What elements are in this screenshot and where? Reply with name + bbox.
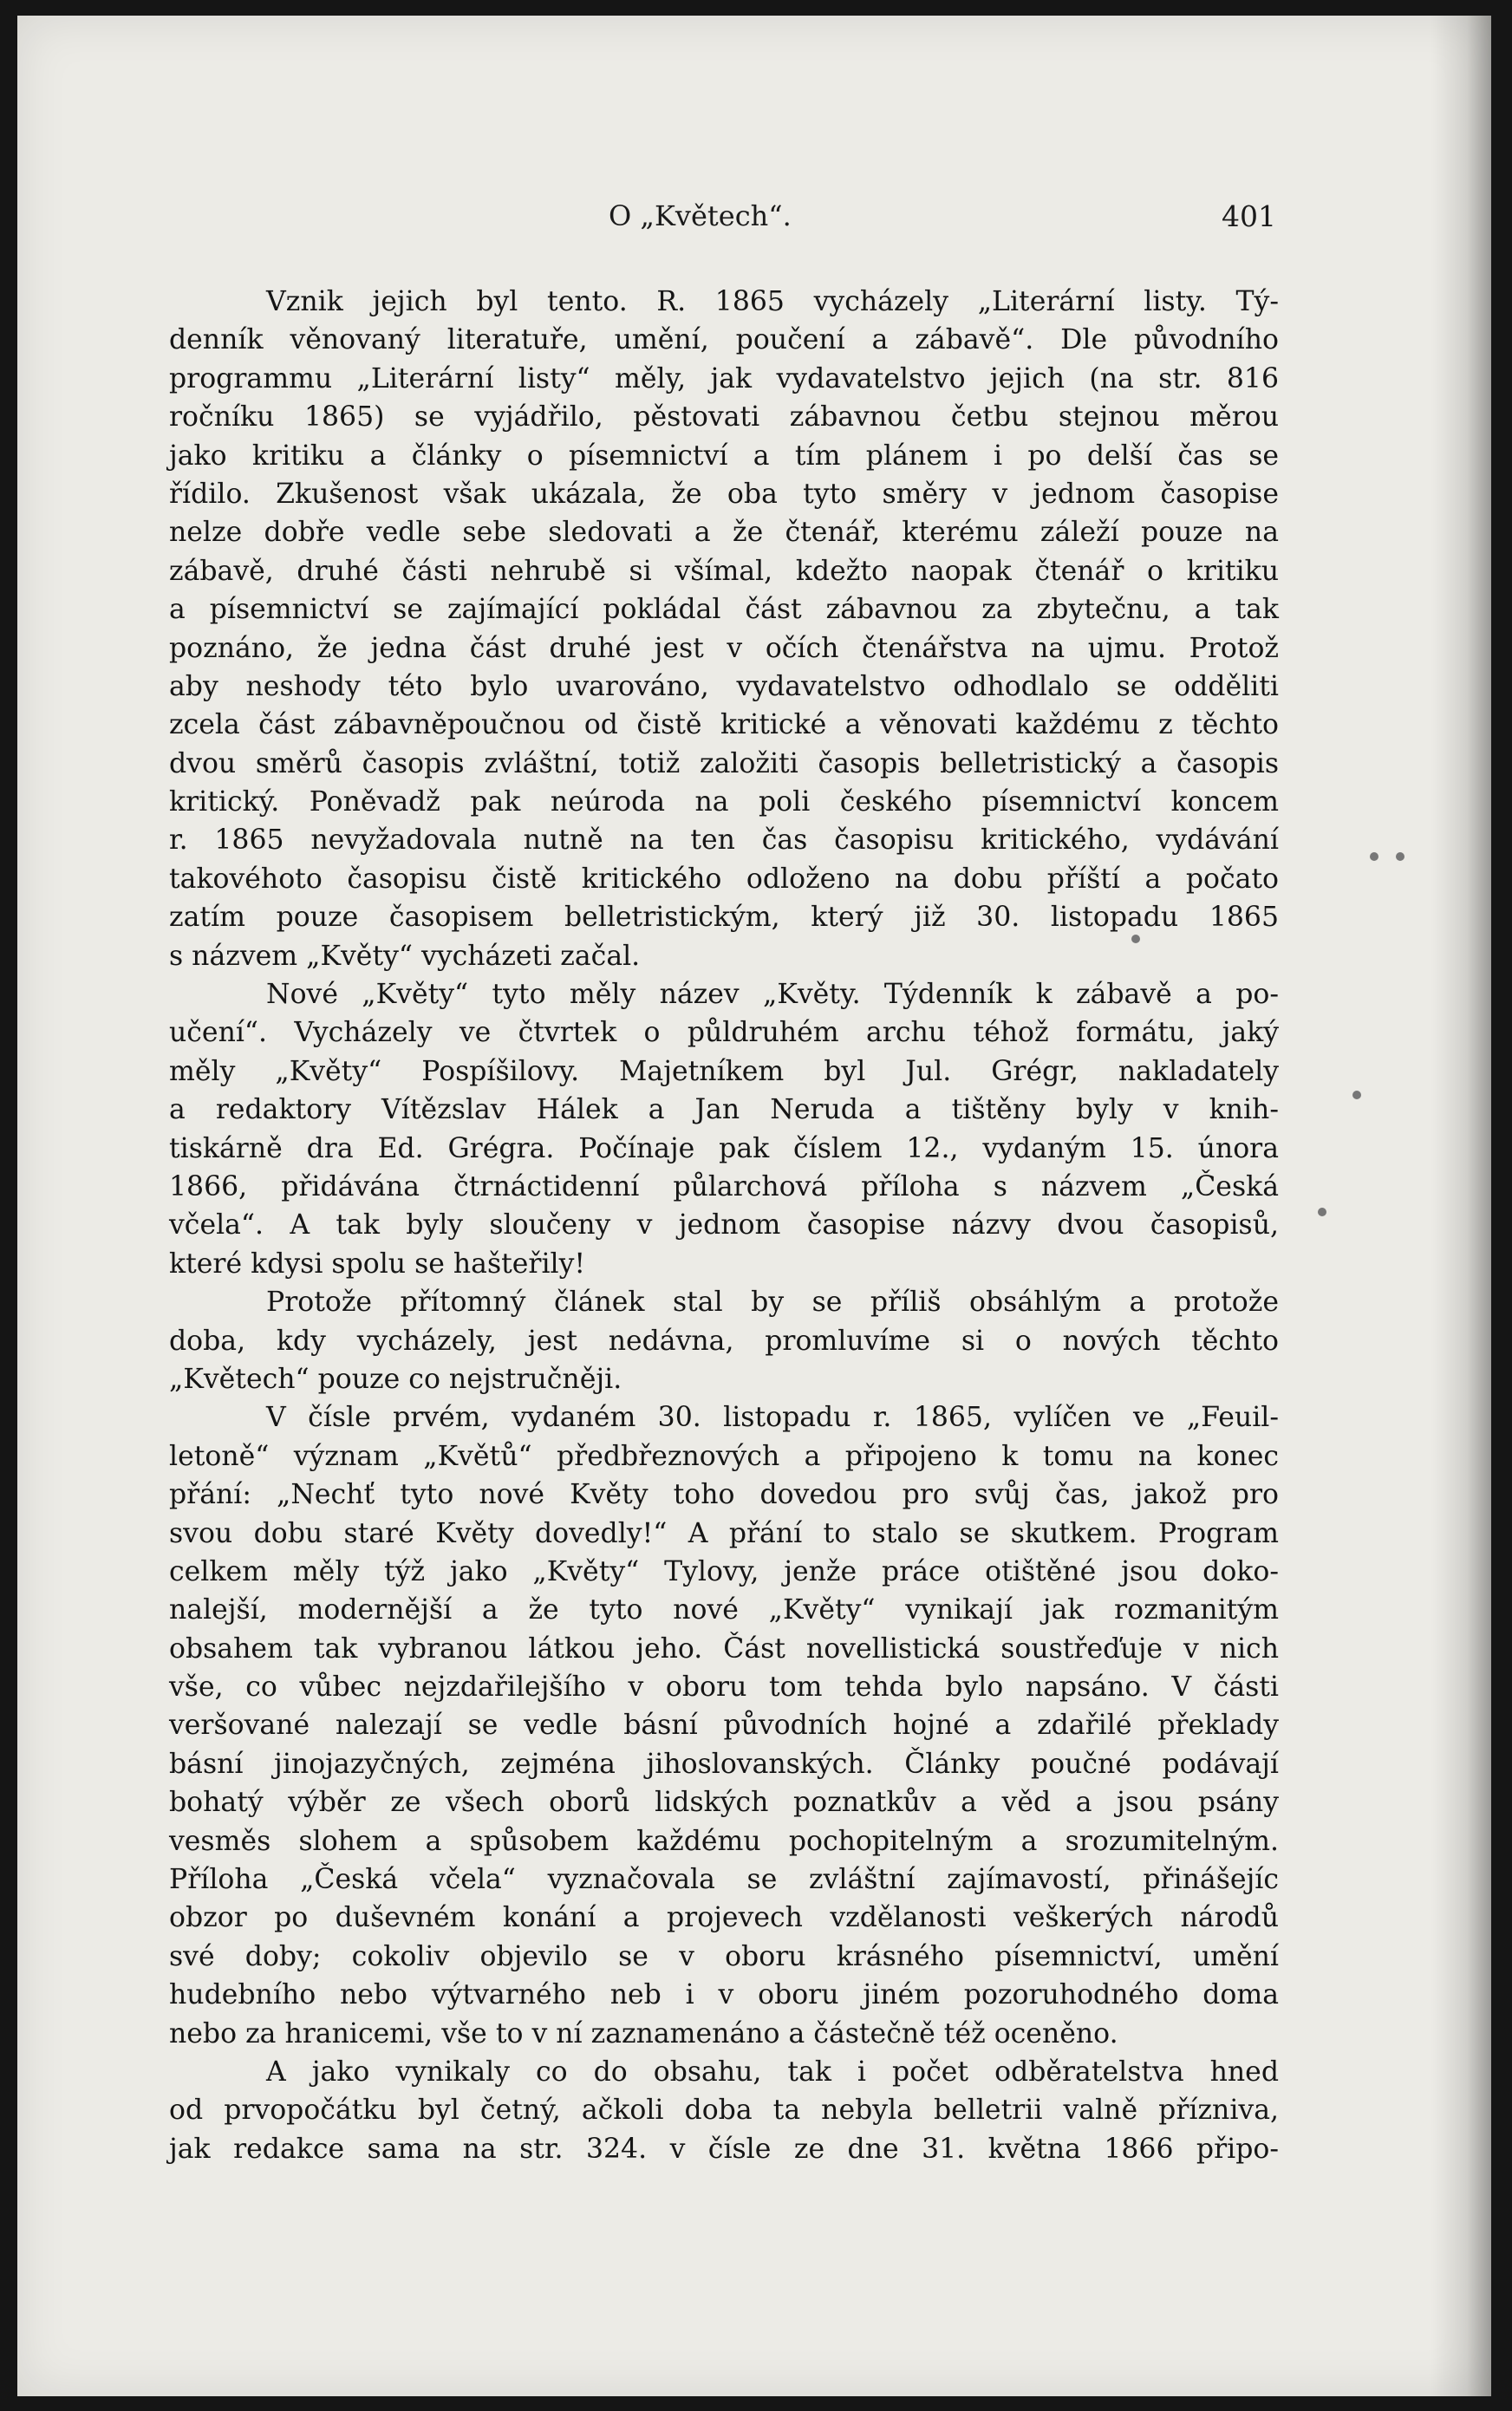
- text-line: nelze dobře vedle sebe sledovati a že čtenář, kterému záleží pouze na: [169, 517, 1279, 549]
- text-line: obsahem tak vybranou látkou jeho. Část novellistická soustřeďuje v nich: [169, 1632, 1279, 1665]
- text-line: hudebního nebo výtvarného neb i v oboru jiném pozoruhodného doma: [169, 1979, 1279, 2011]
- body-text: [169, 283, 1279, 2168]
- book-page: [17, 16, 1491, 2396]
- text-line: zábavě, druhé části nehrubě si všímal, kdežto naopak čtenář o kritiku: [169, 555, 1279, 587]
- text-line: A jako vynikaly co do obsahu, tak i počet odběratelstva hned: [266, 2056, 1279, 2088]
- text-line: dvou směrů časopis zvláštní, totiž založiti časopis belletristický a časopis: [169, 747, 1279, 779]
- text-line: Nové „Květy“ tyto měly název „Květy. Týdenník k zábavě a po-: [266, 979, 1279, 1011]
- text-line: ročníku 1865) se vyjádřilo, pěstovati zábavnou četbu stejnou měrou: [169, 401, 1279, 433]
- speck-mark: [1352, 1091, 1361, 1099]
- speck-mark: [1396, 852, 1404, 861]
- text-line: zatím pouze časopisem belletristickým, který již 30. listopadu 1865: [169, 902, 1279, 934]
- text-line: aby neshody této bylo uvarováno, vydavatelstvo odhodlalo se odděliti: [169, 670, 1279, 702]
- text-line: bohatý výběr ze všech oborů lidských poznatkův a věd a jsou psány: [169, 1787, 1279, 1819]
- page-number: 401: [1222, 199, 1276, 233]
- text-line: veršované nalezají se vedle básní původních hojné a zdařilé překlady: [169, 1710, 1279, 1742]
- text-line: nebo za hranicemi, vše to v ní zaznamenáno a částečně též oceněno.: [169, 2017, 1118, 2049]
- text-line: V čísle prvém, vydaném 30. listopadu r. 1865, vylíčen ve „Feuil-: [266, 1402, 1279, 1434]
- text-line: kritický. Poněvadž pak neúroda na poli českého písemnictví koncem: [169, 786, 1279, 818]
- text-line: zcela část zábavněpoučnou od čistě kritické a věnovati každému z těchto: [169, 709, 1279, 741]
- text-line: programmu „Literární listy“ měly, jak vydavatelstvo jejich (na str. 816: [169, 362, 1279, 394]
- text-line: Příloha „Česká včela“ vyznačovala se zvláštní zajímavostí, přinášejíc: [169, 1864, 1279, 1896]
- page-edge-shadow: [1431, 16, 1491, 2396]
- text-line: a písemnictví se zajímající pokládal část zábavnou za zbytečnu, a tak: [169, 594, 1279, 626]
- text-line: obzor po duševném konání a projevech vzdělanosti veškerých národů: [169, 1902, 1279, 1934]
- text-line: své doby; cokoliv objevilo se v oboru krásného písemnictví, umění: [169, 1940, 1279, 1972]
- text-line: poznáno, že jedna část druhé jest v očích čtenářstva na ujmu. Protož: [169, 632, 1279, 664]
- text-line: denník věnovaný literatuře, umění, poučení a zábavě“. Dle původního: [169, 324, 1279, 356]
- text-line: takovéhoto časopisu čistě kritického odloženo na dobu příští a počato: [169, 863, 1279, 895]
- text-line: včela“. A tak byly sloučeny v jednom časopise názvy dvou časopisů,: [169, 1209, 1279, 1241]
- text-line: učení“. Vycházely ve čtvrtek o půldruhém archu téhož formátu, jaký: [169, 1017, 1279, 1049]
- text-line: měly „Květy“ Pospíšilovy. Majetníkem byl Jul. Grégr, nakladately: [169, 1055, 1279, 1087]
- text-line: řídilo. Zkušenost však ukázala, že oba tyto směry v jednom časopise: [169, 478, 1279, 510]
- speck-mark: [1131, 935, 1140, 943]
- speck-mark: [1318, 1208, 1326, 1216]
- text-line: letoně“ význam „Květů“ předbřeznových a připojeno k tomu na konec: [169, 1440, 1279, 1472]
- text-line: přání: „Nechť tyto nové Květy toho dovedou pro svůj čas, jakož pro: [169, 1479, 1279, 1511]
- text-line: 1866, přidávána čtrnáctidenní půlarchová příloha s názvem „Česká: [169, 1170, 1279, 1202]
- speck-mark: [1370, 852, 1378, 861]
- text-line: vše, co vůbec nejzdařilejšího v oboru tom tehda bylo napsáno. V části: [169, 1671, 1279, 1704]
- text-line: vesměs slohem a spůsobem každému pochopitelným a srozumitelným.: [169, 1825, 1279, 1857]
- text-line: Vznik jejich byl tento. R. 1865 vycházely „Literární listy. Tý-: [266, 286, 1279, 317]
- text-line: tiskárně dra Ed. Grégra. Počínaje pak číslem 12., vydaným 15. února: [169, 1132, 1279, 1164]
- text-line: jako kritiku a články o písemnictví a tím plánem i po delší čas se: [169, 440, 1279, 472]
- text-line: svou dobu staré Květy dovedly!“ A přání to stalo se skutkem. Program: [169, 1517, 1279, 1549]
- text-line: s názvem „Květy“ vycházeti začal.: [169, 940, 641, 972]
- text-line: od prvopočátku byl četný, ačkoli doba ta nebyla belletrii valně přízniva,: [169, 2095, 1279, 2127]
- text-line: Protože přítomný článek stal by se příliš obsáhlým a protože: [266, 1287, 1279, 1319]
- page-header: [158, 199, 1276, 243]
- text-line: jak redakce sama na str. 324. v čísle ze dne 31. května 1866 připo-: [169, 2133, 1279, 2165]
- text-line: básní jinojazyčných, zejména jihoslovanských. Články poučné podávají: [169, 1748, 1279, 1780]
- text-line: doba, kdy vycházely, jest nedávna, promluvíme si o nových těchto: [169, 1325, 1279, 1357]
- text-line: r. 1865 nevyžadovala nutně na ten čas časopisu kritického, vydávání: [169, 824, 1279, 857]
- running-title: O „Květech“.: [609, 199, 792, 232]
- text-line: „Květech“ pouze co nejstručněji.: [169, 1363, 622, 1395]
- text-line: které kdysi spolu se hašteřily!: [169, 1248, 586, 1280]
- text-line: a redaktory Vítězslav Hálek a Jan Neruda a tištěny byly v knih-: [169, 1094, 1279, 1126]
- text-line: nalejší, modernější a že tyto nové „Květy“ vynikají jak rozmanitým: [169, 1594, 1279, 1626]
- text-line: celkem měly týž jako „Květy“ Tylovy, jenže práce otištěné jsou doko-: [169, 1555, 1279, 1587]
